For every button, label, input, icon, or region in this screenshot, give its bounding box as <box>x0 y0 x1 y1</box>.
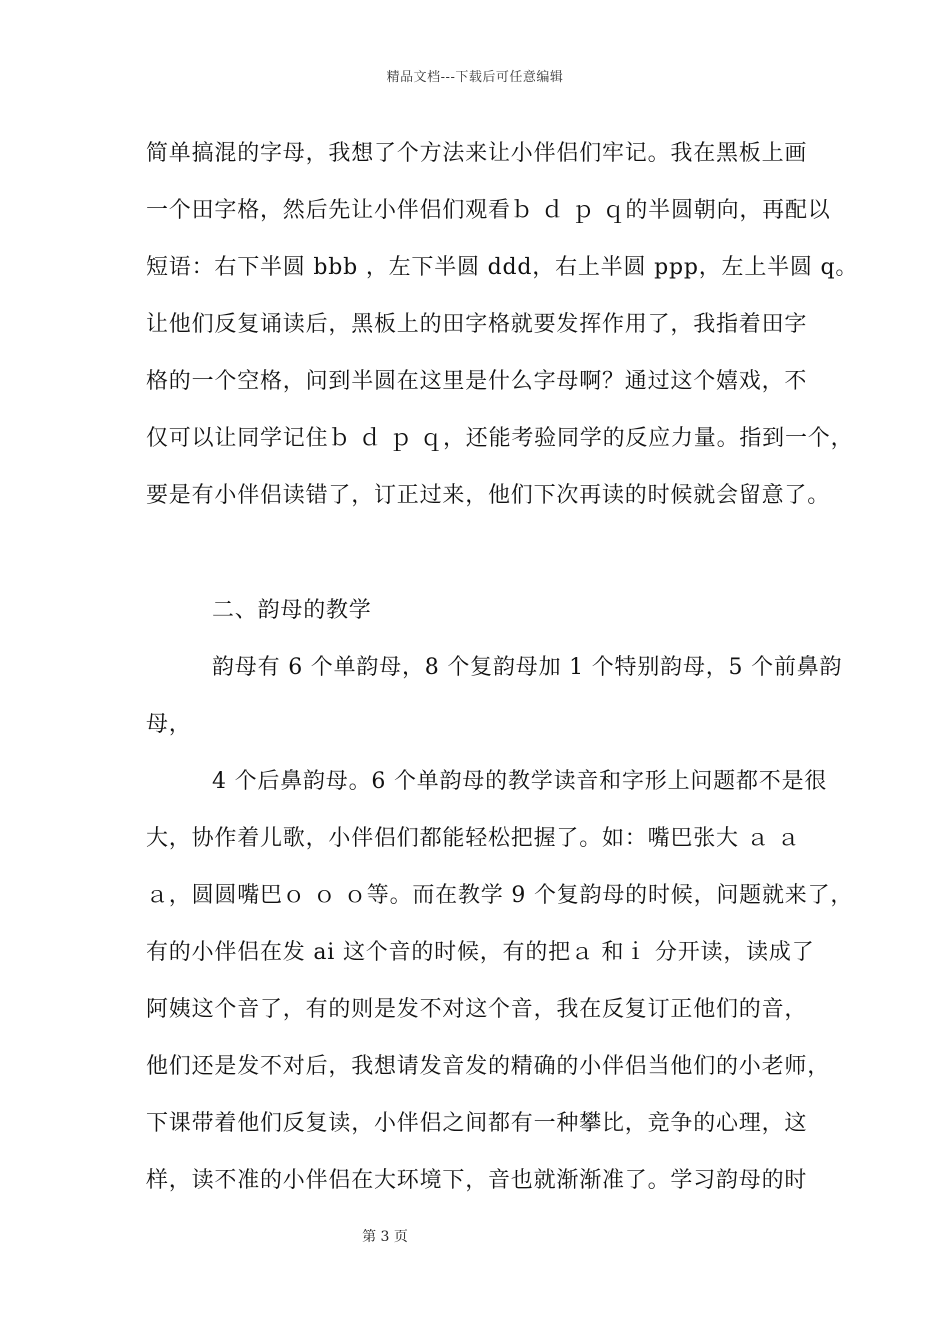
body-line: 一个田字格，然后先让小伴侣们观看ｂ ｄ ｐ ｑ的半圆朝向，再配以 <box>146 198 831 223</box>
page-header: 精品文档---下载后可任意编辑 <box>386 70 564 85</box>
body-line: 格的一个空格，问到半圆在这里是什么字母啊？通过这个嬉戏，不 <box>146 369 808 394</box>
body-line: 要是有小伴侣读错了，订正过来，他们下次再读的时候就会留意了。 <box>146 483 831 508</box>
body-line: 韵母有 6 个单韵母，8 个复韵母加 1 个特别韵母，5 个前鼻韵 <box>212 655 843 680</box>
body-line: 简单搞混的字母，我想了个方法来让小伴侣们牢记。我在黑板上画 <box>146 141 808 166</box>
body-line: 下课带着他们反复读，小伴侣之间都有一种攀比，竞争的心理，这 <box>146 1111 808 1136</box>
page-number: 第 3 页 <box>362 1229 408 1245</box>
body-line: 母， <box>146 712 192 737</box>
body-line: 大，协作着儿歌，小伴侣们都能轻松把握了。如：嘴巴张大 ａ ａ <box>146 826 800 851</box>
body-line: ａ，圆圆嘴巴ｏ ｏ ｏ等。而在教学 9 个复韵母的时候，问题就来了， <box>146 883 854 908</box>
paragraph-gap <box>146 531 814 589</box>
body-line: 让他们反复诵读后，黑板上的田字格就要发挥作用了，我指着田字 <box>146 312 808 337</box>
body-line: 4 个后鼻韵母。6 个单韵母的教学读音和字形上问题都不是很 <box>212 769 828 794</box>
body-line: 样，读不准的小伴侣在大环境下，音也就渐渐准了。学习韵母的时 <box>146 1168 808 1193</box>
body-line: 有的小伴侣在发 ai 这个音的时候，有的把ａ 和ｉ 分开读，读成了 <box>146 940 815 965</box>
body-line: 他们还是发不对后，我想请发音发的精确的小伴侣当他们的小老师， <box>146 1054 831 1079</box>
body-line: 阿姨这个音了，有的则是发不对这个音，我在反复订正他们的音， <box>146 997 808 1022</box>
document-body <box>146 132 859 1216</box>
body-line: 仅可以让同学记住ｂ ｄ ｐ ｑ，还能考验同学的反应力量。指到一个， <box>146 426 854 451</box>
section-heading: 二、韵母的教学 <box>212 598 372 623</box>
body-line: 短语：右下半圆 bbb ，左下半圆 ddd，右上半圆 ppp，左上半圆 q。 <box>146 255 859 280</box>
